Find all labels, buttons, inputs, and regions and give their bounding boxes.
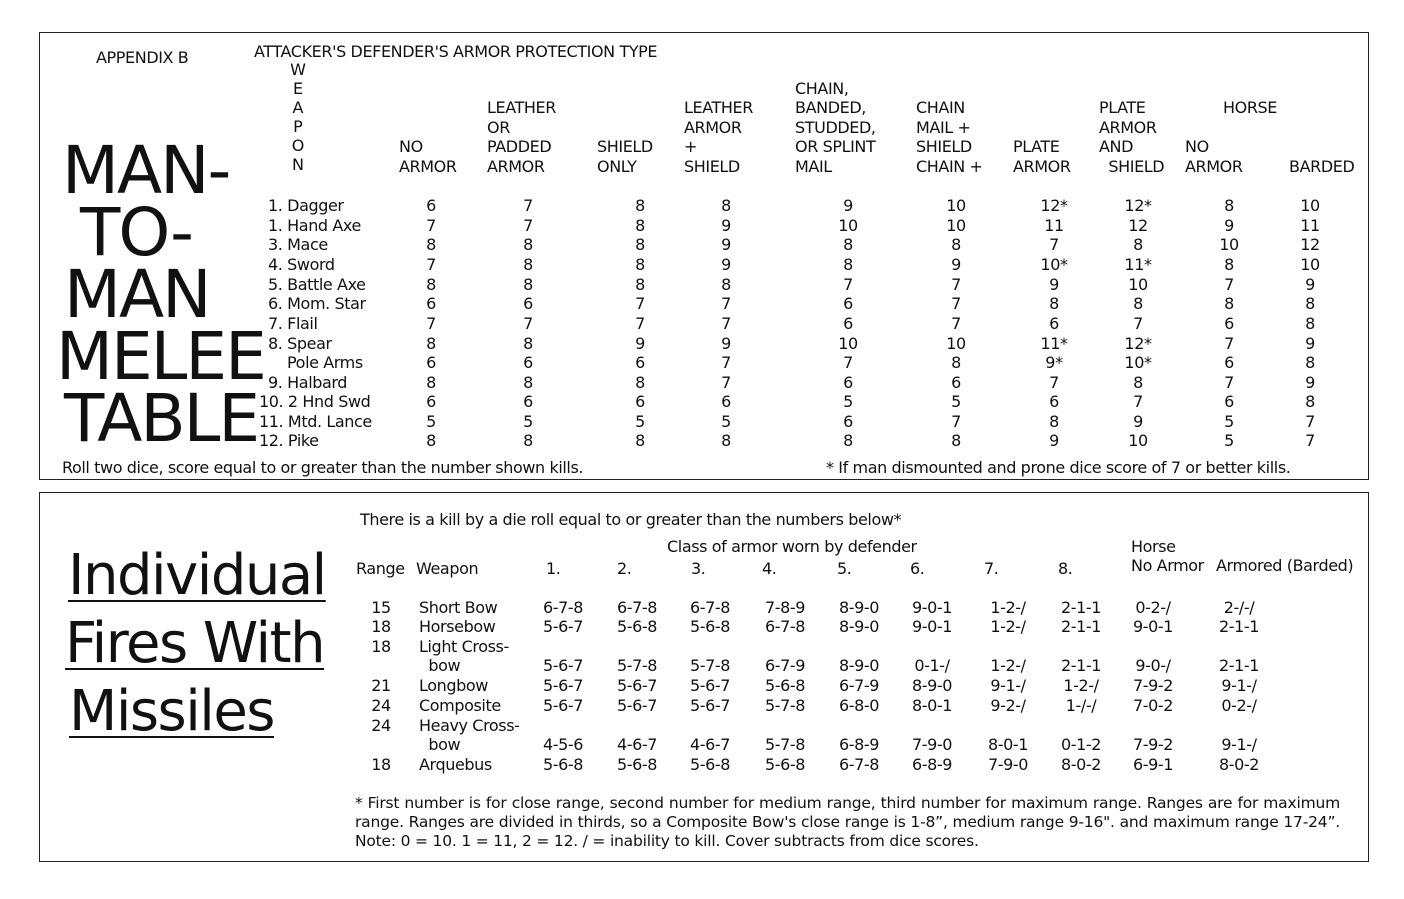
melee-value-cell: 8 [843,431,853,450]
armor-class-header: 8. [1058,559,1073,578]
melee-weapon-name: 9. Halbard [268,373,348,392]
melee-value-cell: 8 [635,373,645,392]
missile-range-cell: 18 [371,637,391,656]
class-of-armor-header: Class of armor worn by defender [667,537,917,556]
missile-value-cell: 5-6-8 [689,755,731,774]
melee-value-cell: 6 [951,373,961,392]
melee-value-cell: 11* [1124,255,1152,274]
melee-value-cell: 7 [1224,373,1234,392]
melee-value-cell: 7 [426,314,436,333]
missile-value-cell: 5-6-8 [542,755,584,774]
missile-value-cell: 7-9-2 [1132,735,1174,754]
melee-weapon-name: 8. Spear [268,334,332,353]
missile-value-cell: 2-1-1 [1060,617,1102,636]
missile-value-cell: 0-1-/ [914,656,950,675]
melee-value-cell: 5 [721,412,731,431]
melee-value-cell: 9 [1305,334,1315,353]
melee-value-cell: 12* [1124,334,1152,353]
weapon-letter: N [292,155,304,174]
missile-weapon-name: Longbow [419,676,488,695]
melee-value-cell: 9 [635,334,645,353]
missile-value-cell: 9-0-/ [1135,656,1171,675]
melee-value-cell: 6 [1049,314,1059,333]
melee-value-cell: 6 [523,392,533,411]
missile-value-cell: 2-/-/ [1223,598,1255,617]
melee-value-cell: 7 [721,353,731,372]
missile-weapon-name: Light Cross- bow [419,637,509,675]
missile-value-cell: 5-6-7 [689,676,731,695]
missile-range-cell: 24 [371,716,391,735]
melee-value-cell: 10 [838,334,858,353]
melee-value-cell: 8 [1305,294,1315,313]
melee-value-cell: 9 [1224,216,1234,235]
melee-value-cell: 7 [1305,412,1315,431]
melee-value-cell: 10 [1300,196,1320,215]
melee-weapon-name: 12. Pike [259,431,319,450]
melee-value-cell: 7 [721,314,731,333]
melee-value-cell: 5 [635,412,645,431]
missile-value-cell: 7-0-2 [1132,696,1174,715]
melee-value-cell: 8 [635,431,645,450]
melee-value-cell: 6 [635,353,645,372]
missile-value-cell: 8-9-0 [911,676,953,695]
melee-value-cell: 7 [721,373,731,392]
melee-value-cell: 7 [951,412,961,431]
missiles-title-line: Individual [68,543,326,608]
melee-value-cell: 6 [635,392,645,411]
melee-value-cell: 8 [951,235,961,254]
melee-value-cell: 9 [1305,373,1315,392]
melee-value-cell: 8 [426,373,436,392]
melee-weapon-name: 1. Hand Axe [268,216,361,235]
melee-value-cell: 7 [1224,334,1234,353]
melee-column-header: SHIELD ONLY [597,137,653,176]
missile-value-cell: 5-6-8 [764,755,806,774]
melee-value-cell: 8 [523,255,533,274]
missile-value-cell: 0-2-/ [1135,598,1171,617]
melee-weapon-name: 7. Flail [268,314,318,333]
weapon-letter: P [293,117,303,136]
missile-value-cell: 9-1-/ [1221,676,1257,695]
missile-value-cell: 8-9-0 [838,617,880,636]
melee-value-cell: 8 [1133,294,1143,313]
melee-value-cell: 8 [843,255,853,274]
missile-value-cell: 5-6-7 [542,617,584,636]
melee-value-cell: 10 [946,196,966,215]
melee-value-cell: 6 [426,392,436,411]
melee-value-cell: 6 [1224,353,1234,372]
melee-value-cell: 7 [1049,235,1059,254]
missile-value-cell: 9-1-/ [990,676,1026,695]
missile-range-cell: 18 [371,755,391,774]
melee-column-header: PLATE ARMOR [1013,137,1071,176]
missile-value-cell: 6-8-0 [838,696,880,715]
missile-weapon-name: Heavy Cross- bow [419,716,520,754]
melee-value-cell: 9 [951,255,961,274]
missile-range-cell: 21 [371,676,391,695]
armor-class-header: 2. [617,559,632,578]
melee-value-cell: 8 [1133,235,1143,254]
melee-value-cell: 7 [426,216,436,235]
melee-value-cell: 7 [951,294,961,313]
missile-value-cell: 8-0-2 [1218,755,1260,774]
melee-weapon-name: 4. Sword [268,255,335,274]
melee-value-cell: 11* [1040,334,1068,353]
armor-class-header: 4. [762,559,777,578]
missile-value-cell: 7-8-9 [764,598,806,617]
melee-weapon-name: 3. Mace [268,235,328,254]
melee-value-cell: 8 [1133,373,1143,392]
melee-value-cell: 7 [951,275,961,294]
melee-value-cell: 9 [721,235,731,254]
melee-weapon-name: 1. Dagger [268,196,344,215]
missile-value-cell: 5-7-8 [689,656,731,675]
missiles-title-line: Missiles [69,679,274,744]
melee-value-cell: 8 [426,235,436,254]
melee-value-cell: 8 [843,235,853,254]
missile-value-cell: 6-7-9 [764,656,806,675]
missile-value-cell: 1-/-/ [1065,696,1097,715]
melee-value-cell: 8 [426,275,436,294]
melee-title-line: TO- [80,194,192,271]
missile-value-cell: 9-0-1 [911,598,953,617]
missile-weapon-name: Composite [419,696,501,715]
melee-value-cell: 10 [838,216,858,235]
missile-value-cell: 6-9-1 [1132,755,1174,774]
melee-value-cell: 10 [946,216,966,235]
missile-value-cell: 6-7-9 [838,676,880,695]
missile-value-cell: 4-6-7 [689,735,731,754]
melee-value-cell: 8 [1305,392,1315,411]
melee-value-cell: 9 [843,196,853,215]
melee-value-cell: 7 [1305,431,1315,450]
missile-value-cell: 5-6-8 [689,617,731,636]
missiles-intro: There is a kill by a die roll equal to or greater than the numbers below* [360,510,902,529]
melee-value-cell: 7 [1133,392,1143,411]
missile-value-cell: 5-6-8 [616,617,658,636]
melee-value-cell: 8 [1224,294,1234,313]
melee-value-cell: 6 [1224,392,1234,411]
horse-armor-header: Horse [1131,537,1176,556]
melee-value-cell: 8 [1305,353,1315,372]
melee-value-cell: 6 [426,294,436,313]
missile-value-cell: 6-7-8 [542,598,584,617]
melee-value-cell: 6 [843,412,853,431]
missiles-footnote: * First number is for close range, second number for medium range, third number for maximum range. Ranges are for maximum range. Ranges are divided in thirds, so a Composite Bow's close range is 1-8”, medium range 9-16". and maximum range 17-24”. Note: 0 = 10. 1 = 11, 2 = 12. / = inability to kill. Cover subtracts from dice scores. [355,794,1340,850]
missile-value-cell: 9-0-1 [911,617,953,636]
melee-value-cell: 7 [426,255,436,274]
melee-value-cell: 10 [1219,235,1239,254]
melee-value-cell: 9 [1305,275,1315,294]
melee-weapon-name: 5. Battle Axe [268,275,366,294]
melee-value-cell: 9 [721,334,731,353]
missile-value-cell: 5-7-8 [616,656,658,675]
melee-value-cell: 10 [946,334,966,353]
melee-value-cell: 8 [721,196,731,215]
melee-value-cell: 8 [426,334,436,353]
appendix-label: APPENDIX B [96,48,189,67]
missile-value-cell: 7-9-0 [911,735,953,754]
armor-class-header: 3. [691,559,706,578]
melee-value-cell: 9 [721,216,731,235]
missile-value-cell: 8-0-1 [987,735,1029,754]
missile-value-cell: 2-1-1 [1060,598,1102,617]
melee-value-cell: 8 [721,275,731,294]
missile-value-cell: 6-7-8 [616,598,658,617]
armor-class-header: 6. [910,559,925,578]
melee-value-cell: 5 [426,412,436,431]
weapon-column-header: Weapon [416,559,479,578]
horse-no-armor-header: No Armor [1131,556,1204,575]
melee-value-cell: 5 [1224,412,1234,431]
weapon-letter: A [292,98,304,117]
melee-value-cell: 8 [635,275,645,294]
melee-value-cell: 8 [635,255,645,274]
weapon-letter: W [290,60,306,79]
melee-value-cell: 8 [523,373,533,392]
missile-value-cell: 8-0-1 [911,696,953,715]
melee-value-cell: 12* [1040,196,1068,215]
melee-title-line: TABLE [64,380,259,457]
melee-value-cell: 10* [1040,255,1068,274]
melee-weapon-name: 10. 2 Hnd Swd [259,392,371,411]
melee-note-right: * If man dismounted and prone dice score of 7 or better kills. [826,458,1291,477]
melee-column-header: LEATHER OR PADDED ARMOR [487,98,556,176]
range-column-header: Range [356,559,405,578]
melee-value-cell: 8 [635,196,645,215]
melee-value-cell: 9 [1133,412,1143,431]
missile-value-cell: 6-8-9 [838,735,880,754]
missile-value-cell: 8-9-0 [838,656,880,675]
melee-column-header: NO ARMOR [1185,137,1243,176]
melee-value-cell: 7 [1224,275,1234,294]
melee-value-cell: 8 [951,431,961,450]
melee-column-header: CHAIN MAIL + SHIELD CHAIN + [916,98,983,176]
melee-value-cell: 12* [1124,196,1152,215]
melee-value-cell: 12 [1128,216,1148,235]
missile-value-cell: 6-7-8 [838,755,880,774]
missile-value-cell: 5-6-7 [542,656,584,675]
missile-value-cell: 2-1-1 [1218,617,1260,636]
melee-value-cell: 6 [523,353,533,372]
melee-value-cell: 8 [426,431,436,450]
melee-value-cell: 8 [1305,314,1315,333]
missile-value-cell: 1-2-/ [990,598,1026,617]
melee-value-cell: 5 [843,392,853,411]
missile-value-cell: 9-1-/ [1221,735,1257,754]
melee-value-cell: 8 [1049,412,1059,431]
missile-value-cell: 5-6-8 [764,676,806,695]
melee-value-cell: 10 [1128,431,1148,450]
missile-value-cell: 1-2-/ [990,617,1026,636]
melee-column-header: PLATE ARMOR AND SHIELD [1099,98,1165,176]
melee-value-cell: 7 [721,294,731,313]
melee-value-cell: 7 [951,314,961,333]
melee-column-header: BARDED [1289,156,1355,176]
armor-class-header: 7. [984,559,999,578]
melee-value-cell: 7 [1049,373,1059,392]
missile-value-cell: 0-1-2 [1060,735,1102,754]
missile-value-cell: 2-1-1 [1060,656,1102,675]
melee-column-header: CHAIN, BANDED, STUDDED, OR SPLINT MAIL [795,78,876,176]
missile-value-cell: 5-6-7 [542,696,584,715]
melee-value-cell: 10 [1300,255,1320,274]
missile-value-cell: 8-0-2 [1060,755,1102,774]
melee-value-cell: 7 [1133,314,1143,333]
weapon-letter: O [291,136,305,155]
melee-value-cell: 8 [635,216,645,235]
missile-value-cell: 5-7-8 [764,735,806,754]
missile-value-cell: 7-9-0 [987,755,1029,774]
melee-value-cell: 6 [426,353,436,372]
melee-value-cell: 9 [1049,275,1059,294]
missile-value-cell: 6-7-8 [764,617,806,636]
melee-value-cell: 5 [951,392,961,411]
missile-value-cell: 9-2-/ [990,696,1026,715]
melee-value-cell: 10 [1128,275,1148,294]
melee-value-cell: 7 [843,353,853,372]
missile-value-cell: 6-7-8 [689,598,731,617]
melee-note-left: Roll two dice, score equal to or greater than the number shown kills. [62,458,584,477]
melee-value-cell: 9* [1045,353,1063,372]
horse-armored-header: Armored (Barded) [1216,556,1354,575]
melee-weapon-name: Pole Arms [287,353,363,372]
melee-value-cell: 6 [1049,392,1059,411]
melee-value-cell: 7 [843,275,853,294]
missile-range-cell: 15 [371,598,391,617]
missile-value-cell: 5-6-7 [542,676,584,695]
melee-title-line: MAN- [62,132,230,209]
melee-value-cell: 6 [523,294,533,313]
missile-weapon-name: Horsebow [419,617,496,636]
missile-value-cell: 5-6-7 [689,696,731,715]
melee-value-cell: 11 [1300,216,1320,235]
missile-value-cell: 2-1-1 [1218,656,1260,675]
melee-column-header: NO ARMOR [399,137,457,176]
melee-value-cell: 11 [1044,216,1064,235]
missile-value-cell: 6-8-9 [911,755,953,774]
missile-value-cell: 0-2-/ [1221,696,1257,715]
missile-value-cell: 1-2-/ [990,656,1026,675]
melee-value-cell: 8 [1224,255,1234,274]
melee-column-header: LEATHER ARMOR + SHIELD [684,98,753,176]
melee-value-cell: 6 [843,373,853,392]
missile-value-cell: 5-6-7 [616,696,658,715]
melee-title-line: MELEE [56,318,265,395]
missile-weapon-name: Arquebus [419,755,492,774]
melee-value-cell: 6 [843,294,853,313]
missile-value-cell: 5-6-7 [616,676,658,695]
melee-value-cell: 8 [1049,294,1059,313]
armor-class-header: 1. [546,559,561,578]
melee-value-cell: 8 [951,353,961,372]
melee-value-cell: 6 [1224,314,1234,333]
melee-header-line: ATTACKER'S DEFENDER'S ARMOR PROTECTION TYPE [254,42,658,61]
missile-value-cell: 4-6-7 [616,735,658,754]
melee-value-cell: 7 [523,314,533,333]
missile-weapon-name: Short Bow [419,598,498,617]
missile-value-cell: 5-7-8 [764,696,806,715]
missile-value-cell: 4-5-6 [542,735,584,754]
melee-value-cell: 8 [523,275,533,294]
melee-value-cell: 8 [721,431,731,450]
melee-value-cell: 8 [523,334,533,353]
melee-title-line: MAN [64,256,210,333]
melee-value-cell: 8 [1224,196,1234,215]
melee-value-cell: 7 [523,216,533,235]
missile-value-cell: 7-9-2 [1132,676,1174,695]
melee-value-cell: 8 [523,235,533,254]
weapon-letter: E [292,79,304,98]
melee-value-cell: 6 [721,392,731,411]
melee-value-cell: 7 [635,314,645,333]
armor-class-header: 5. [837,559,852,578]
horse-header: HORSE [1223,98,1278,117]
missile-value-cell: 1-2-/ [1063,676,1099,695]
melee-value-cell: 10* [1124,353,1152,372]
missile-range-cell: 24 [371,696,391,715]
melee-value-cell: 8 [523,431,533,450]
missile-value-cell: 5-6-8 [616,755,658,774]
melee-value-cell: 7 [523,196,533,215]
melee-value-cell: 5 [1224,431,1234,450]
melee-value-cell: 7 [635,294,645,313]
melee-value-cell: 6 [426,196,436,215]
missile-value-cell: 9-0-1 [1132,617,1174,636]
missile-range-cell: 18 [371,617,391,636]
melee-value-cell: 12 [1300,235,1320,254]
melee-weapon-name: 6. Mom. Star [268,294,366,313]
melee-value-cell: 8 [635,235,645,254]
melee-value-cell: 9 [1049,431,1059,450]
missile-value-cell: 8-9-0 [838,598,880,617]
melee-value-cell: 9 [721,255,731,274]
missiles-title-line: Fires With [65,611,325,676]
melee-weapon-name: 11. Mtd. Lance [259,412,372,431]
melee-value-cell: 6 [843,314,853,333]
melee-value-cell: 5 [523,412,533,431]
